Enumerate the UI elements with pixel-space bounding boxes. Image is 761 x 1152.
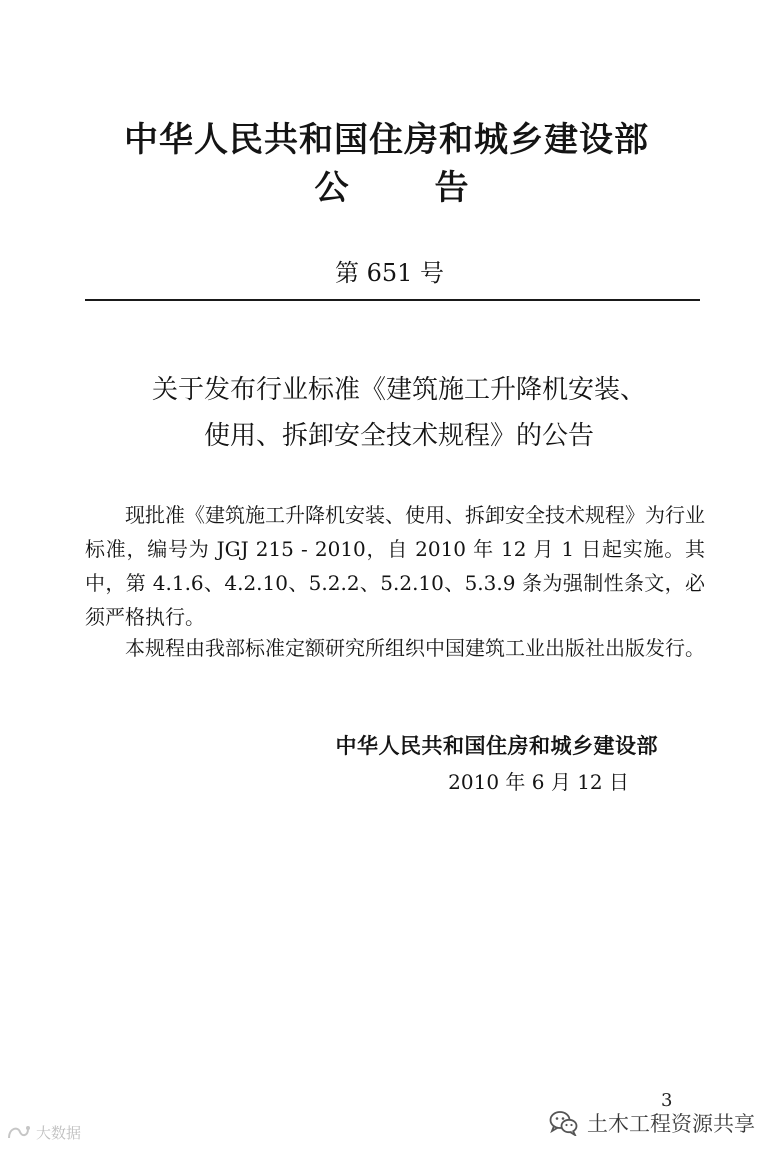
subject-line-1: 关于发布行业标准《建筑施工升降机安装、 [151,375,646,405]
logo-icon [6,1124,32,1142]
notice-heading: 公告 [314,168,555,208]
notice-subject [84,367,714,459]
watermark-right-text: 土木工程资源共享 [587,1112,755,1136]
body-paragraph-1 [85,498,705,634]
page-number: 3 [661,1090,673,1111]
paragraph-1-text: 现批准《建筑施工升降机安装、使用、拆卸安全技术规程》为行业标准，编号为 JGJ 215 - 2010，自 2010 年 12 月 1 日起实施。其中，第 4.1.6、4.2.10、5.2.2、5.2.10、5.3.9 条为强制性条文，必须严格执行。 [85,503,705,629]
wechat-icon [549,1110,579,1136]
body-paragraph-2 [85,631,705,665]
watermark-right [549,1108,755,1138]
paragraph-2-text: 本规程由我部标准定额研究所组织中国建筑工业出版社出版发行。 [125,636,705,660]
notice-number: 第 651 号 [334,259,445,287]
watermark-left [6,1122,81,1143]
watermark-left-text: 大数据 [36,1124,82,1142]
issue-date: 2010 年 6 月 12 日 [448,770,629,794]
ministry-title: 中华人民共和国住房和城乡建设部 [124,120,649,160]
subject-line-2: 使用、拆卸安全技术规程》的公告 [203,421,594,451]
divider-line [85,299,700,301]
issuer-signature: 中华人民共和国住房和城乡建设部 [335,734,658,758]
